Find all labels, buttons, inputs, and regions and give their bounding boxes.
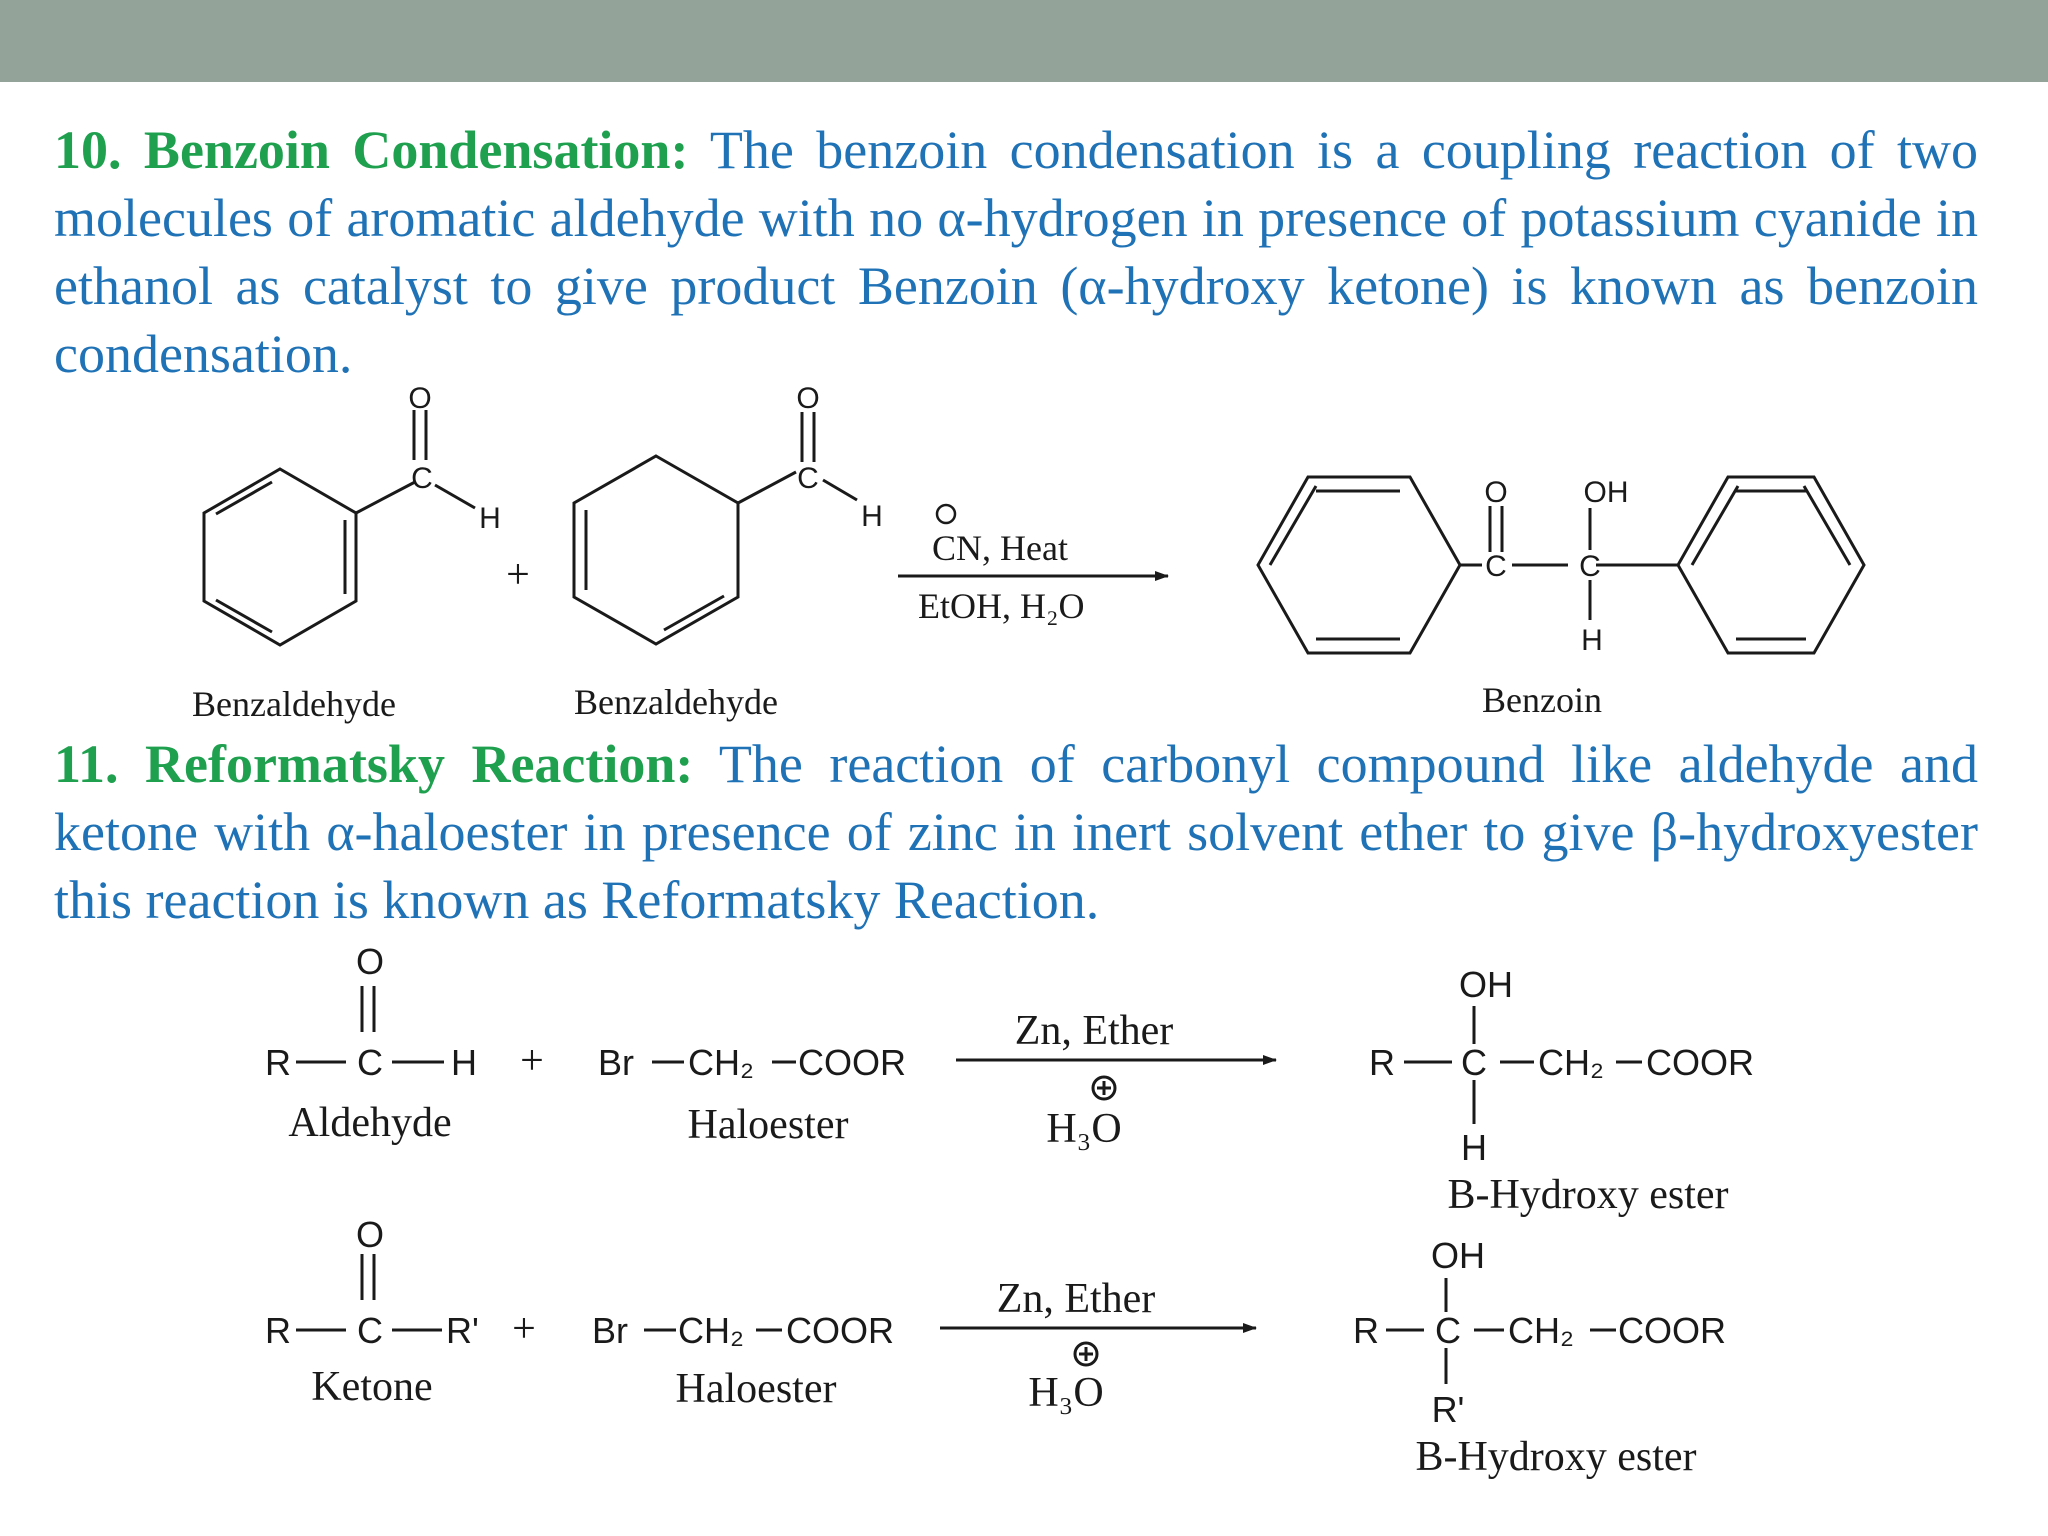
atom-c: C	[411, 462, 433, 495]
atom-h: H	[451, 1042, 477, 1083]
atom-c: C	[1461, 1042, 1487, 1083]
atom-c: C	[1435, 1310, 1461, 1351]
reformatsky-row-2-atoms	[265, 1214, 1726, 1430]
atom-h: H	[1581, 624, 1603, 657]
plus-sign: +	[520, 1038, 544, 1084]
plus-sign: +	[506, 552, 530, 598]
benzoin-text: The benzoin condensation is a coupling reaction of two molecules of aromatic aldehyde with no α-hydrogen in presence of potassium cyanide in ethanol as catalyst to give product Benzoin (α-hydroxy ketone) is known as benzoin condensation.	[54, 120, 1978, 384]
atom-h: H	[1461, 1127, 1487, 1168]
atom-o: O	[1484, 476, 1508, 509]
label-benzoin: Benzoin	[1482, 680, 1602, 720]
atom-coor: COOR	[1646, 1042, 1754, 1083]
reformatsky-row-1	[296, 986, 1642, 1124]
reagent-bottom: H₃O	[1028, 1370, 1104, 1416]
atom-ch2: CH₂	[1538, 1042, 1604, 1083]
benzoin-structure	[1258, 477, 1864, 653]
benzaldehyde-2-structure	[574, 412, 857, 644]
reformatsky-text: The reaction of carbonyl compound like aldehyde and ketone with α-haloester in presence of zinc in inert solvent ether to give β-hydroxyester this reaction is known as Reformatsky Reaction.	[54, 734, 1978, 930]
reagent-bottom: H₃O	[1046, 1106, 1122, 1152]
label-haloester: Haloester	[675, 1366, 837, 1412]
atom-c: C	[797, 462, 819, 495]
reformatsky-row-2	[296, 1254, 1616, 1384]
reformatsky-row-2-labels	[311, 1276, 1696, 1480]
atom-c: C	[1485, 550, 1507, 583]
reagent-top: CN, Heat	[932, 528, 1068, 568]
label-b-hydroxy-ester: B-Hydroxy ester	[1415, 1434, 1697, 1480]
reformatsky-heading: 11. Reformatsky Reaction:	[54, 734, 694, 794]
label-aldehyde: Aldehyde	[288, 1100, 452, 1146]
atom-c: C	[357, 1042, 383, 1083]
atom-ch2: CH₂	[678, 1310, 744, 1351]
plus-sign: +	[512, 1306, 536, 1352]
atom-r-prime: R'	[1431, 1389, 1465, 1430]
atom-h: H	[479, 502, 501, 535]
reagent-top: Zn, Ether	[1014, 1008, 1174, 1054]
label-benzaldehyde-2: Benzaldehyde	[574, 682, 778, 722]
atom-r: R	[265, 1310, 291, 1351]
atom-r: R	[265, 1042, 291, 1083]
benzoin-text-labels	[192, 505, 1602, 724]
reformatsky-row-1-labels	[288, 1008, 1728, 1218]
atom-ch2: CH₂	[1508, 1310, 1574, 1351]
atom-r: R	[1353, 1310, 1379, 1351]
reformatsky-row-1-atoms	[265, 941, 1754, 1168]
atom-oh: OH	[1459, 964, 1513, 1005]
atom-br: Br	[598, 1042, 634, 1083]
atom-coor: COOR	[786, 1310, 894, 1351]
atom-r: R	[1369, 1042, 1395, 1083]
atom-oh: OH	[1431, 1235, 1485, 1276]
atom-oh: OH	[1583, 476, 1629, 509]
atom-c: C	[357, 1310, 383, 1351]
label-ketone: Ketone	[311, 1364, 433, 1410]
atom-h: H	[861, 500, 883, 533]
label-b-hydroxy-ester: B-Hydroxy ester	[1447, 1172, 1729, 1218]
atom-br: Br	[592, 1310, 628, 1351]
anion-charge-icon	[937, 505, 955, 523]
atom-ch2: CH₂	[688, 1042, 754, 1083]
atom-o: O	[355, 1214, 385, 1255]
atom-coor: COOR	[798, 1042, 906, 1083]
reagent-bottom: EtOH, H₂O	[918, 586, 1085, 626]
label-benzaldehyde-1: Benzaldehyde	[192, 684, 396, 724]
atom-r-prime: R'	[446, 1310, 479, 1351]
label-haloester: Haloester	[687, 1102, 849, 1148]
reagent-top: Zn, Ether	[996, 1276, 1156, 1322]
atom-o: O	[355, 941, 385, 982]
benzaldehyde-1-structure	[204, 410, 475, 645]
atom-coor: COOR	[1618, 1310, 1726, 1351]
atom-o: O	[408, 382, 432, 415]
atom-c: C	[1579, 550, 1601, 583]
benzoin-heading: 10. Benzoin Condensation:	[54, 120, 689, 180]
atom-o: O	[796, 382, 820, 415]
